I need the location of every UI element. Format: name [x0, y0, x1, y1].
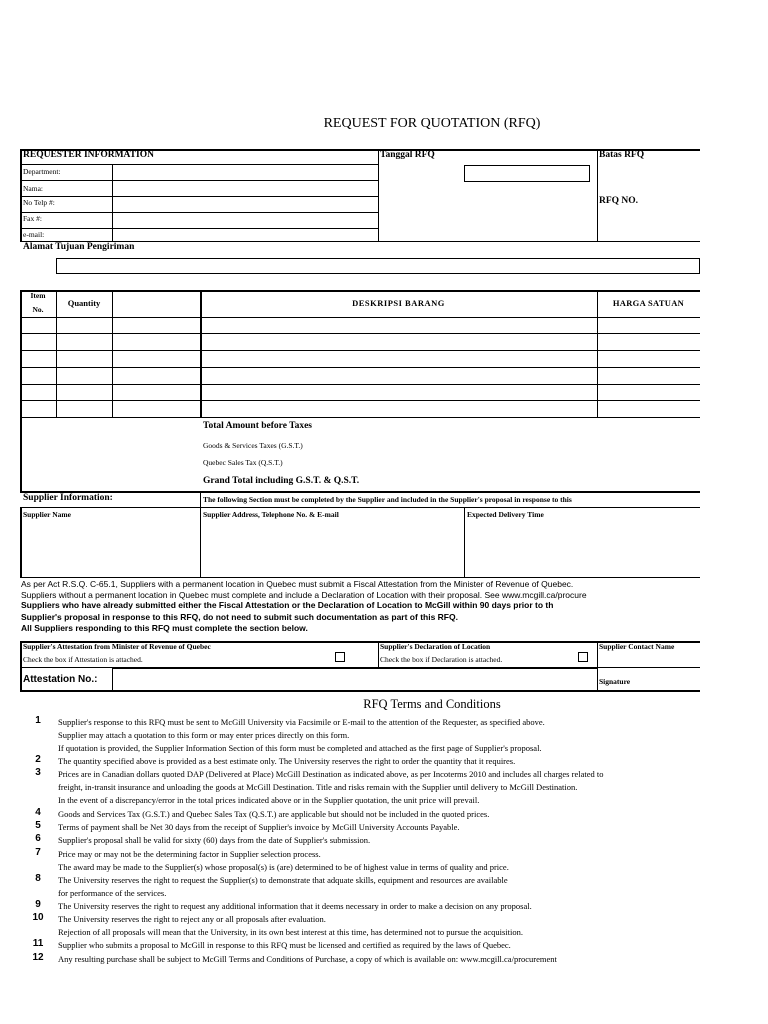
act-line-4: Supplier's proposal in response to this RFQ, do not need to submit such documentation as part of this RFQ.	[21, 611, 458, 622]
term-number: 10	[32, 912, 44, 923]
attestation-no-label: Attestation No.:	[23, 674, 98, 685]
delivery-time-label: Expected Delivery Time	[467, 510, 544, 519]
term-number: 9	[35, 899, 41, 910]
field-telp: No Telp #:	[23, 198, 55, 207]
total-before-taxes: Total Amount before Taxes	[203, 421, 313, 431]
act-line-2: Suppliers without a permanent location in Quebec must complete and include a Declaration of Location with their proposal. See www.mcgill.ca/procure	[21, 589, 587, 600]
signature-label: Signature	[599, 677, 631, 686]
term-line: Any resulting purchase shall be subject to McGill Terms and Conditions of Purchase, a copy of which is available on: www.mcgill.ca/procurement	[58, 954, 557, 964]
field-email: e-mail:	[23, 230, 45, 239]
term-line: Rejection of all proposals will mean that the University, in its own best interest at this time, has determined not to pursue the acquisition.	[58, 927, 523, 937]
field-nama: Nama:	[23, 184, 43, 193]
act-line-3: Suppliers who have already submitted either the Fiscal Attestation or the Declaration of Location to McGill within 90 days prior to th	[21, 600, 554, 610]
divider-batas	[597, 149, 598, 241]
email-input[interactable]	[113, 229, 377, 241]
supplier-address-label: Supplier Address, Telephone No. & E-mail	[203, 510, 339, 519]
term-line: The quantity specified above is provided as a best estimate only. The University reserves the right to order the quantity that it requires.	[58, 756, 516, 766]
col-description: DESKRIPSI BARANG	[352, 298, 445, 308]
nama-input[interactable]	[113, 181, 377, 195]
telp-input[interactable]	[113, 197, 377, 211]
term-line: The University reserves the right to request any additional information that it deems necessary in order to make a decision on any proposal.	[58, 901, 532, 911]
term-number: 1	[35, 715, 41, 726]
batas-rfq-label: Batas RFQ	[599, 150, 645, 160]
col-item-no-l1: Item	[30, 291, 46, 300]
term-line: for performance of the services.	[58, 888, 167, 898]
term-number: 8	[35, 873, 41, 884]
col-item-no-l2: No.	[32, 305, 44, 314]
gst-label: Goods & Services Taxes (G.S.T.)	[203, 441, 303, 450]
term-line: Supplier may attach a quotation to this form or may enter prices directly on this form.	[58, 730, 350, 740]
term-number: 11	[32, 938, 44, 949]
supplier-address-input[interactable]	[201, 521, 463, 576]
term-number: 7	[35, 847, 41, 858]
supplier-note: The following Section must be completed by the Supplier and included in the Supplier's proposal in response to this	[203, 495, 572, 504]
declaration-checkbox[interactable]	[578, 652, 588, 662]
term-line: The University reserves the right to request the Supplier(s) to demonstrate that adquate skills, equipment and resources are available	[58, 875, 508, 885]
shipping-address-input[interactable]	[56, 258, 700, 274]
rfq-no-label: RFQ NO.	[599, 196, 639, 206]
term-line: Supplier's proposal shall be valid for sixty (60) days from the date of Supplier's submission.	[58, 835, 371, 845]
minister-check-label: Check the box if Attestation is attached.	[23, 655, 143, 664]
delivery-time-input[interactable]	[465, 521, 700, 576]
term-number: 2	[35, 754, 41, 765]
table-row[interactable]	[21, 385, 700, 400]
field-fax: Fax #:	[23, 214, 42, 223]
act-line-1: As per Act R.S.Q. C-65.1, Suppliers with a permanent location in Quebec must submit a Fiscal Attestation from the Minister of Revenue of Quebec.	[21, 579, 574, 589]
attestation-checkbox[interactable]	[335, 652, 345, 662]
shipping-heading: Alamat Tujuan Pengiriman	[23, 242, 135, 252]
term-line: Supplier's response to this RFQ must be sent to McGill University via Facsimile or E-mail to the attention of the Requester, as specified above.	[58, 717, 545, 727]
declaration-label: Supplier's Declaration of Location	[380, 642, 491, 651]
term-number: 3	[35, 767, 41, 778]
minister-attestation-label: Supplier's Attestation from Minister of Revenue of Quebec	[23, 642, 211, 651]
term-line: Terms of payment shall be Net 30 days from the receipt of Supplier's invoice by McGill University Accounts Payable.	[58, 822, 460, 832]
col-unit-price: HARGA SATUAN	[612, 298, 685, 308]
col-quantity: Quantity	[67, 298, 101, 308]
attestation-no-input[interactable]	[112, 668, 598, 691]
divider-tanggal	[378, 149, 379, 241]
term-number: 6	[35, 833, 41, 844]
supplier-name-label: Supplier Name	[23, 510, 71, 519]
term-line: Goods and Services Tax (G.S.T.) and Quebec Sales Tax (Q.S.T.) are applicable but should not be included in the quoted prices.	[58, 809, 490, 819]
supplier-name-input[interactable]	[22, 521, 199, 576]
requester-heading: REQUESTER INFORMATION	[23, 150, 154, 160]
act-line-5: All Suppliers responding to this RFQ must complete the section below.	[21, 623, 308, 633]
term-line: The University reserves the right to reject any or all proposals after evaluation.	[58, 914, 326, 924]
supplier-heading: Supplier Information:	[23, 493, 113, 503]
table-row[interactable]	[21, 401, 700, 417]
contact-name-label: Supplier Contact Name	[599, 642, 675, 651]
table-row[interactable]	[21, 351, 700, 367]
fax-input[interactable]	[113, 213, 377, 227]
term-line: If quotation is provided, the Supplier Information Section of this form must be completed and attached as the first page of Supplier's proposal.	[58, 743, 542, 753]
table-row[interactable]	[21, 368, 700, 384]
term-line: Price may or may not be the determining factor in Supplier selection process.	[58, 849, 321, 859]
tanggal-rfq-label: Tanggal RFQ	[380, 150, 435, 160]
field-department: Department:	[23, 167, 61, 176]
term-number: 5	[35, 820, 41, 831]
tanggal-rfq-input[interactable]	[464, 165, 590, 182]
term-number: 12	[32, 952, 44, 963]
declaration-check-label: Check the box if Declaration is attached.	[380, 655, 503, 664]
term-line: Prices are in Canadian dollars quoted DAP (Delivered at Place) McGill Destination as indicated above, as per Incoterms 2010 and includes all charges related to	[58, 769, 604, 779]
terms-heading: RFQ Terms and Conditions	[363, 697, 501, 711]
qst-label: Quebec Sales Tax (Q.S.T.)	[203, 458, 283, 467]
table-row[interactable]	[21, 334, 700, 350]
table-row[interactable]	[21, 318, 700, 333]
act-notice	[21, 579, 700, 634]
page-title: REQUEST FOR QUOTATION (RFQ)	[323, 116, 541, 131]
term-line: The award may be made to the Supplier(s) whose proposal(s) is (are) determined to be of highest value in terms of quality and price.	[58, 862, 509, 872]
grand-total: Grand Total including G.S.T. & Q.S.T.	[203, 476, 360, 486]
term-line: In the event of a discrepancy/error in the total prices indicated above or in the Supplier quotation, the unit price will prevail.	[58, 795, 480, 805]
department-input[interactable]	[113, 165, 377, 179]
term-line: Supplier who submits a proposal to McGill in response to this RFQ must be licensed and certified as required by the laws of Quebec.	[58, 940, 511, 950]
term-number: 4	[35, 807, 41, 818]
term-line: freight, in-transit insurance and unloading the goods at McGill Destination. Title and risks remain with the Supplier until delivery to McGill Destination.	[58, 782, 578, 792]
